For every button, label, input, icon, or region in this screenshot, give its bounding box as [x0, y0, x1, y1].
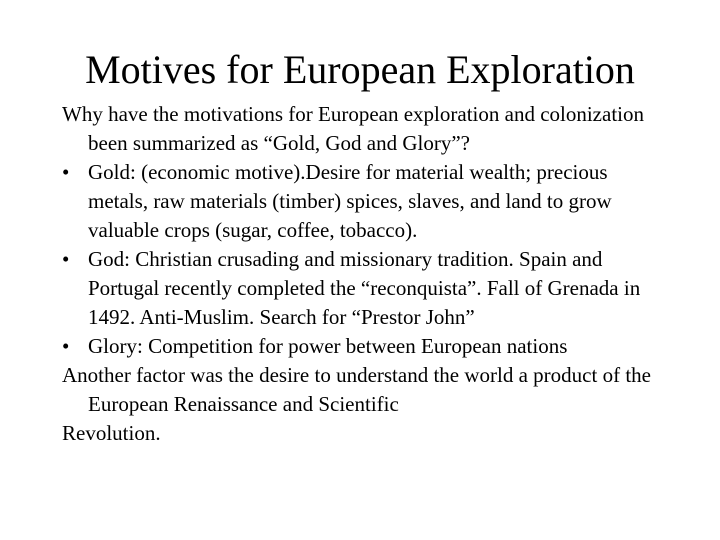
bullet-gold: [62, 158, 662, 245]
bullet-god: [62, 245, 662, 332]
slide-body: [62, 100, 662, 448]
outro-last-line: Revolution.: [62, 421, 161, 445]
bullet-glory-text: Glory: Competition for power between European nations: [88, 334, 568, 358]
bullet-glory: [62, 332, 662, 361]
outro-paragraph: Another factor was the desire to understand the world a product of the European Renaissance and Scientific: [62, 363, 651, 416]
bullet-icon: •: [62, 334, 70, 358]
slide-title: Motives for European Exploration: [85, 47, 635, 92]
bullet-god-text: God: Christian crusading and missionary tradition. Spain and Portugal recently completed the “reconquista”. Fall of Grenada in 1492. Anti-Muslim. Search for “Prestor John”: [88, 247, 641, 329]
bullet-icon: •: [62, 160, 70, 184]
intro-paragraph: Why have the motivations for European exploration and colonization been summarized as “Gold, God and Glory”?: [62, 102, 644, 155]
bullet-gold-text: Gold: (economic motive).Desire for material wealth; precious metals, raw materials (timber) spices, slaves, and land to grow valuable crops (sugar, coffee, tobacco).: [88, 160, 612, 242]
bullet-icon: •: [62, 247, 70, 271]
